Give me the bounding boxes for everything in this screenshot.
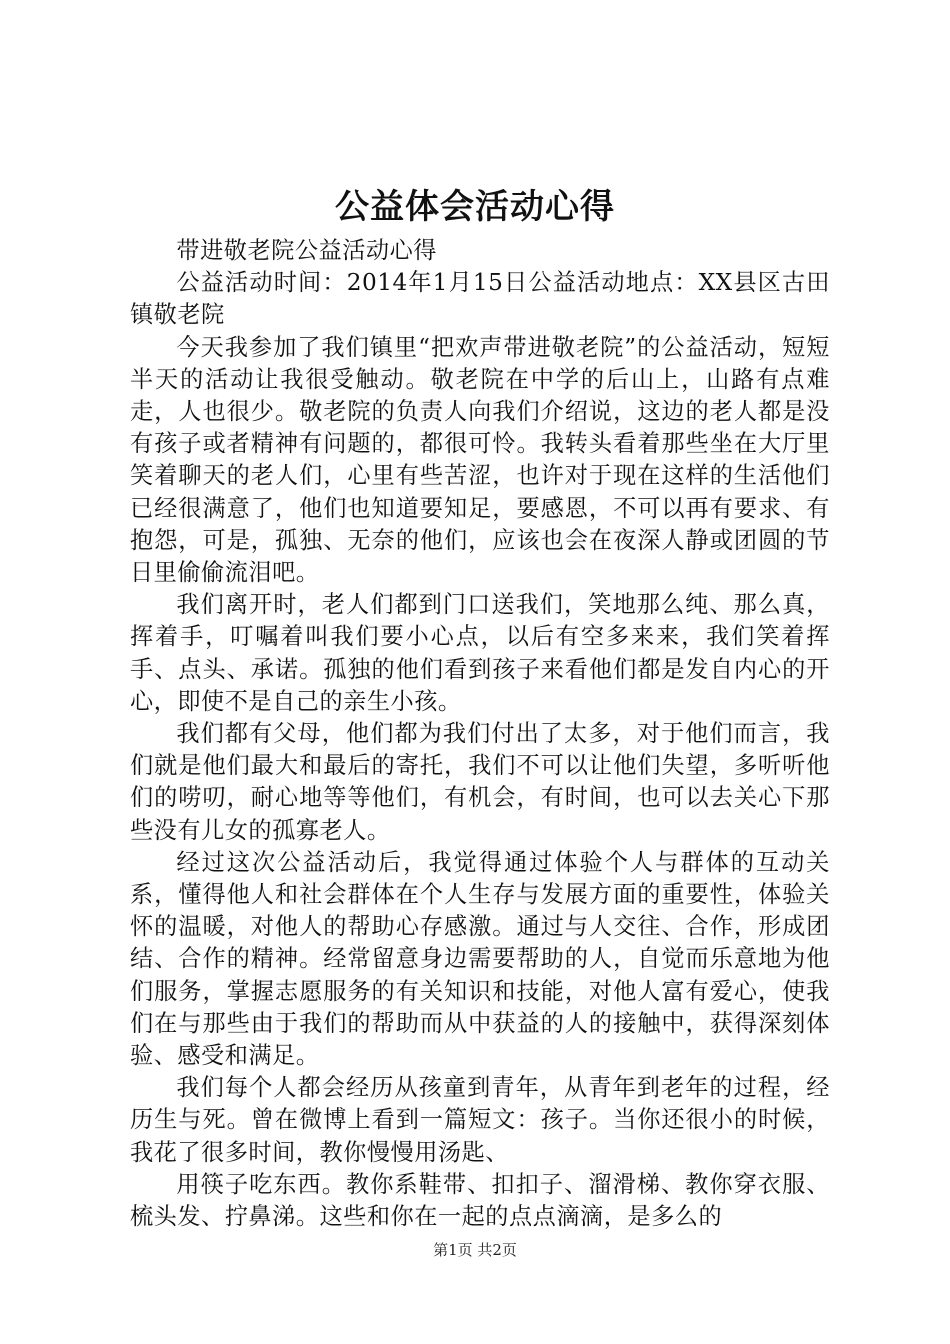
page-number-footer: 第1页 共2页: [433, 1241, 517, 1259]
paragraph: 用筷子吃东西。教你系鞋带、扣扣子、溜滑梯、教你穿衣服、梳头发、拧鼻涕。这些和你在一起的点点滴滴，是多么的: [130, 1170, 830, 1231]
paragraph: 我们离开时，老人们都到门口送我们，笑地那么纯、那么真，挥着手，叮嘱着叫我们要小心点，以后有空多来来，我们笑着挥手、点头、承诺。孤独的他们看到孩子来看他们都是发自内心的开心，即使不是自己的亲生小孩。: [130, 591, 830, 715]
paragraph-activity-info: 公益活动时间：2014年1月15日公益活动地点：XX县区古田镇敬老院: [130, 269, 830, 329]
paragraph-subtitle: 带进敬老院公益活动心得: [176, 237, 437, 264]
document-body: [130, 235, 830, 1233]
document-title: 公益体会活动心得: [335, 187, 615, 227]
paragraph: 我们每个人都会经历从孩童到青年，从青年到老年的过程，经历生与死。曾在微博上看到一篇短文：孩子。当你还很小的时候，我花了很多时间，教你慢慢用汤匙、: [130, 1074, 830, 1166]
paragraph: 今天我参加了我们镇里“把欢声带进敬老院”的公益活动，短短半天的活动让我很受触动。敬老院在中学的后山上，山路有点难走，人也很少。敬老院的负责人向我们介绍说，这边的老人都是没有孩子或者精神有问题的，都很可怜。我转头看着那些坐在大厅里笑着聊天的老人们，心里有些苦涩，也许对于现在这样的生活他们已经很满意了，他们也知道要知足，要感恩，不可以再有要求、有抱怨，可是，孤独、无奈的他们，应该也会在夜深人静或团圆的节日里偷偷流泪吧。: [130, 333, 830, 587]
paragraph: 经过这次公益活动后，我觉得通过体验个人与群体的互动关系，懂得他人和社会群体在个人生存与发展方面的重要性，体验关怀的温暖，对他人的帮助心存感激。通过与人交往、合作，形成团结、合作的精神。经常留意身边需要帮助的人，自觉而乐意地为他们服务，掌握志愿服务的有关知识和技能，对他人富有爱心，使我们在与那些由于我们的帮助而从中获益的人的接触中，获得深刻体验、感受和满足。: [130, 848, 830, 1070]
paragraph: 我们都有父母，他们都为我们付出了太多，对于他们而言，我们就是他们最大和最后的寄托，我们不可以让他们失望，多听听他们的唠叨，耐心地等等他们，有机会，有时间，也可以去关心下那些没有儿女的孤寡老人。: [130, 720, 830, 844]
